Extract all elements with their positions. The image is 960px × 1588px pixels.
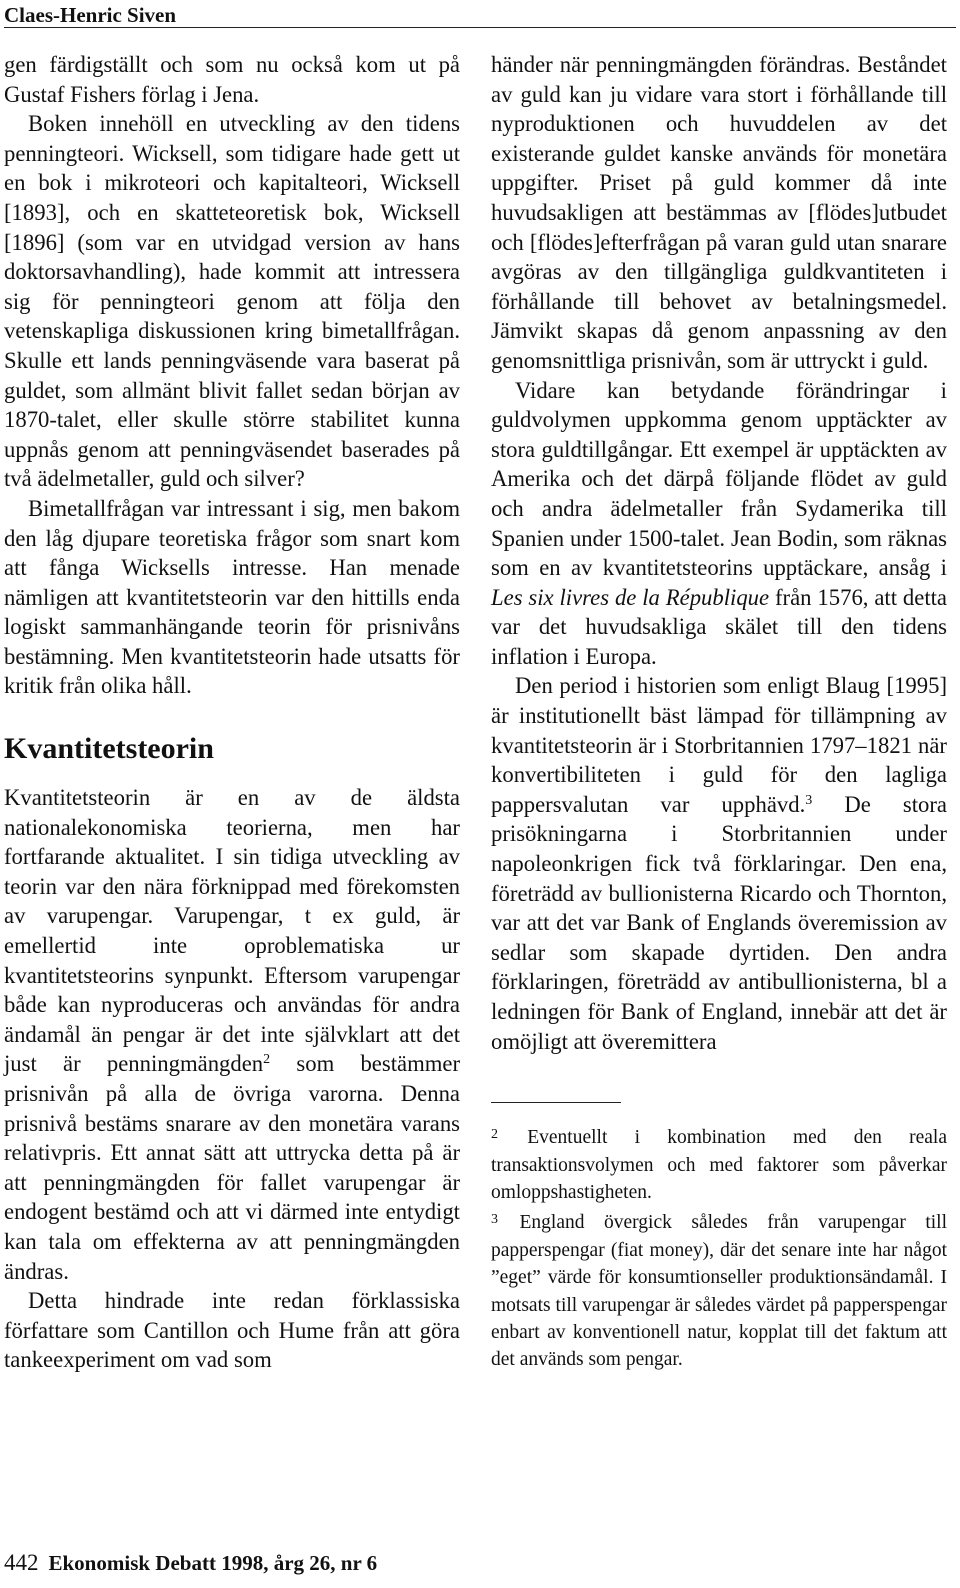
footnote-number: 2 <box>491 1127 498 1143</box>
paragraph-continuation: gen färdigställt och som nu också kom ut på Gustaf Fishers förlag i Jena. <box>4 52 460 107</box>
footnote-divider <box>491 1102 621 1103</box>
paragraph-kvantitetsteorin <box>4 783 460 1286</box>
footnote-number: 3 <box>491 1212 498 1228</box>
running-head-author: Claes-Henric Siven <box>4 3 177 27</box>
paragraph-bimetall: Bimetallfrågan var intressant i sig, men bakom den låg djupare teoretiska frågor som snart kom att fånga Wicksells intresse. Han menade nämligen att kvantitetsteorin var den hittills enda logiskt sammanhängande teorin för prisnivåns bestämning. Men kvantitetsteorin hade utsatts för kritik från olika håll. <box>4 495 460 699</box>
footnotes <box>491 1121 947 1374</box>
footnote-reference: 3 <box>805 792 813 808</box>
footnote <box>491 1206 947 1373</box>
footnote-reference: 2 <box>263 1052 271 1068</box>
footnote-text: Eventuellt i kombination med den reala transaktionsvolymen och med faktorer som påverkar omloppshastigheten. <box>491 1127 948 1203</box>
section-heading: Kvantitetsteorin <box>4 732 214 766</box>
paragraph-text: Den period i historien som enligt Blaug [1995] är institutionellt bäst lämpad för tillämpning av kvantitetsteorin är i Storbritannien 1797–1821 när konvertibiliteten i guld för den lagliga pappersvalutan var upphävd. <box>491 673 947 817</box>
paragraph-text: Vidare kan betydande förändringar i guldvolymen uppkomma genom upptäckter av stora guldtillgångar. Ett exempel är upptäckten av Amerika och det därpå följande flödet av guld och andra ädelmetaller från Sydamerika till Spanien under 1500-talet. Jean Bodin, som räknas som en av kvantitetsteorins upptäckare, ansåg i <box>491 377 947 581</box>
page-number: 442 <box>4 1550 39 1575</box>
footnote-text: England övergick således från varupengar till papperspengar (fiat money), där det senare inte har något ”eget” värde för konsumtionseller produktionsändamål. I motsats till varupengar är således värdet på papperspengar enbart av konventionell natur, kopplat till det faktum att det används som pengar. <box>491 1212 947 1371</box>
footnote <box>491 1121 947 1206</box>
page-footer <box>4 1550 377 1576</box>
paragraph-text: som bestämmer prisnivån på alla de övriga varorna. Denna prisnivå bestäms snarare av den monetära varans relativpris. Ett annat sätt att uttrycka detta på är att penningmängden för fallet varupengar är endogent bestämd och att vi därmed inte entydigt kan tala om effekterna av att penningmängden ändras. <box>4 1051 460 1284</box>
right-column <box>491 50 947 1374</box>
paragraph-guld: händer när penningmängden förändras. Beståndet av guld kan ju vidare vara stort i förhållande till nyproduktionen och huvuddelen av det existerande guldet kanske används för monetära uppgifter. Priset på guld kommer då inte huvudsakligen att bestämmas av [flödes]utbudet och [flödes]efterfrågan på varan guld utan snarare avgöras av den tillgängliga guldkvantiteten i förhållande till behovet av betalningsmedel. Jämvikt skapas då genom anpassning av den genomsnittliga prisnivån, som är uttryckt i guld. <box>491 52 947 373</box>
journal-citation: Ekonomisk Debatt 1998, årg 26, nr 6 <box>48 1551 378 1575</box>
paragraph-bodin <box>491 376 947 672</box>
book-title: Les six livres de la République <box>491 584 770 610</box>
running-head <box>4 0 956 28</box>
paragraph-text: Kvantitetsteorin är en av de äldsta nationalekonomiska teorierna, men har fortfarande aktualitet. I sin tidiga utveckling av teorin var den nära förknippad med förekomsten av varupengar. Varupengar, t ex guld, är emellertid inte oproblematiska ur kvantitetsteorins synpunkt. Eftersom varupengar både kan nyproduceras och användas för andra ändamål än pengar är det inte självklart att det just är penningmängden <box>4 785 460 1077</box>
paragraph-blaug <box>491 671 947 1056</box>
paragraph-cantillon-hume: Detta hindrade inte redan förklassiska författare som Cantillon och Hume från att göra tankeexperiment om vad som <box>4 1288 460 1373</box>
left-column <box>4 50 460 1375</box>
paragraph-wicksell-book: Boken innehöll en utveckling av den tidens penningteori. Wicksell, som tidigare hade gett ut en bok i mikroteori och kapitalteori, Wicksell [1893], och en skatteteoretisk bok, Wicksell [1896] (som var en utvidgad version av hans doktorsavhandling), hade kommit att intressera sig för penningteori genom att följa den vetenskapliga diskussionen kring bimetallfrågan. Skulle ett lands penningväsende vara baserat på guldet, som allmänt blivit fallet sedan början av 1870-talet, eller skulle större stabilitet kunna uppnås genom att penningväsendet baserades på två ädelmetaller, guld och silver? <box>4 111 460 492</box>
paragraph-text: från 1576, att detta var det huvudsakliga skälet till den tidens inflation i Europa. <box>491 584 947 669</box>
paragraph-text: De stora prisökningarna i Storbritannien under napoleonkrigen fick två förklaringar. Den ena, företrädd av bullionisterna Ricardo och Thornton, var att det var Bank of Englands överemission av sedlar som skapade dyrtiden. Den andra förklaringen, företrädd av antibullionisterna, bl a ledningen för Bank of England, innebär att det är omöjligt att överemittera <box>491 791 948 1054</box>
